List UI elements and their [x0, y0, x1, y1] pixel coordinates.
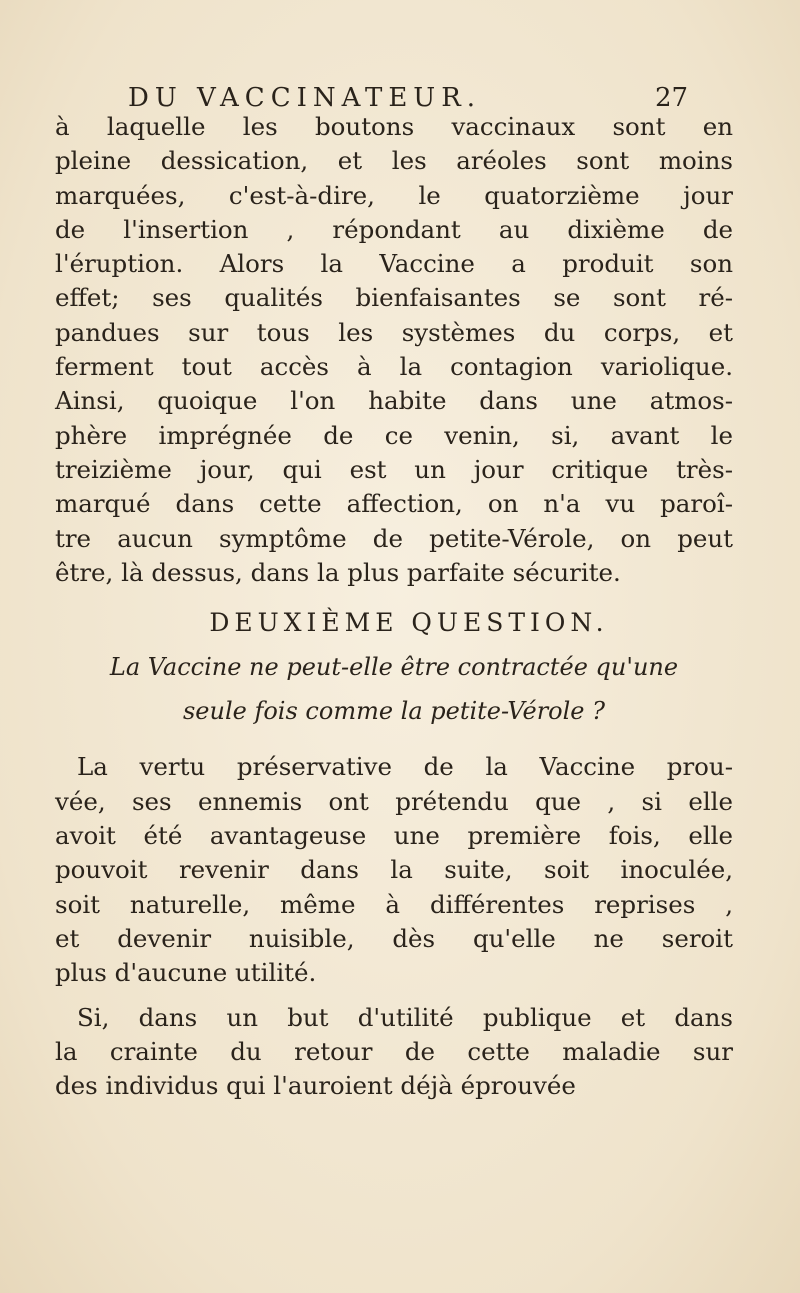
text-line: pandues sur tous les systèmes du corps, et: [55, 317, 733, 347]
question-title: [55, 650, 733, 728]
text-line: Si, dans un but d'utilité publique et dans: [77, 1002, 733, 1032]
page-number: 27: [655, 83, 689, 113]
text-line: plus d'aucune utilité.: [55, 958, 317, 988]
text-line: et devenir nuisible, dès qu'elle ne seroit: [55, 923, 733, 953]
text-line: des individus qui l'auroient déjà éprouvée: [55, 1071, 576, 1101]
text-line: marqué dans cette affection, on n'a vu paroî-: [55, 489, 733, 519]
text-line: la crainte du retour de cette maladie sur: [55, 1036, 733, 1066]
section-heading: DEUXIÈME QUESTION.: [209, 608, 609, 638]
text-line: l'éruption. Alors la Vaccine a produit son: [55, 249, 733, 279]
text-line: phère imprégnée de ce venin, si, avant le: [55, 420, 733, 450]
running-title: DU VACCINATEUR.: [128, 83, 482, 113]
text-line: soit naturelle, même à différentes reprises ,: [55, 889, 733, 919]
question-line: La Vaccine ne peut-elle être contractée qu'une: [109, 653, 679, 682]
text-line: La vertu préservative de la Vaccine prou-: [77, 752, 733, 782]
text-line: effet; ses qualités bienfaisantes se sont ré-: [55, 283, 733, 313]
spacer: [55, 728, 733, 750]
text-line: tre aucun symptôme de petite-Vérole, on peut: [55, 523, 733, 553]
text-line: marquées, c'est-à-dire, le quatorzième jour: [55, 180, 733, 210]
text-line: à laquelle les boutons vaccinaux sont en: [55, 112, 733, 141]
text-line: de l'insertion , répondant au dixième de: [55, 214, 733, 244]
text-line: avoit été avantageuse une première fois, elle: [55, 821, 733, 851]
text-line: Ainsi, quoique l'on habite dans une atmos-: [55, 386, 733, 416]
text-line: pouvoit revenir dans la suite, soit inoculée,: [55, 855, 733, 885]
text-line: treizième jour, qui est un jour critique très-: [55, 454, 733, 484]
text-line: pleine dessication, et les aréoles sont moins: [55, 146, 733, 176]
paragraph-3: [55, 1001, 733, 1104]
text-line: vée, ses ennemis ont prétendu que , si elle: [55, 786, 733, 816]
paragraph-1: [55, 110, 733, 590]
question-line: seule fois comme la petite-Vérole ?: [182, 697, 605, 726]
spacer: [55, 991, 733, 1001]
page-body: [55, 110, 733, 1103]
paragraph-2: [55, 750, 733, 990]
text-line: ferment tout accès à la contagion variolique.: [55, 352, 733, 382]
text-line: être, là dessus, dans la plus parfaite sécurite.: [55, 557, 621, 587]
